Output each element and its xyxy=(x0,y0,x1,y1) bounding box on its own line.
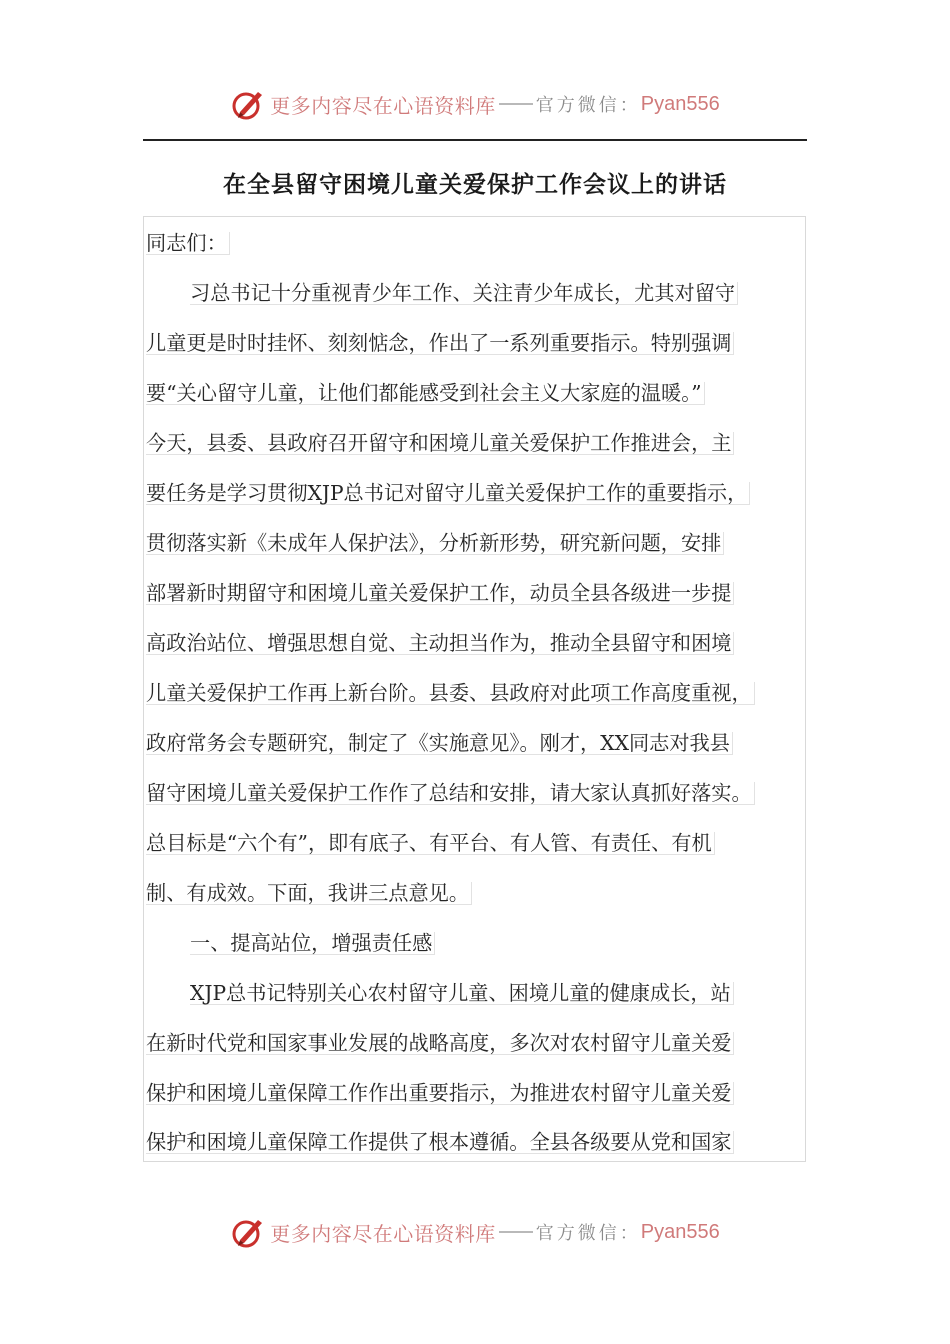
banner-dash xyxy=(499,103,533,105)
text-line-1: 同志们： xyxy=(146,232,230,255)
banner-wechat-id: Pyan556 xyxy=(640,1220,720,1243)
text-line-17: 在新时代党和国家事业发展的战略高度，多次对农村留守儿童关爱 xyxy=(146,1032,734,1055)
text-line-12: 留守困境儿童关爱保护工作作了总结和安排，请大家认真抓好落实。 xyxy=(146,782,755,805)
text-line-7: 贯彻落实新《未成年人保护法》，分析新形势，研究新问题，安排 xyxy=(146,532,724,555)
banner-wechat-id: Pyan556 xyxy=(640,92,720,115)
text-line-13: 总目标是“六个有”，即有底子、有平台、有人管、有责任、有机 xyxy=(146,832,715,855)
header-rule xyxy=(143,139,807,141)
text-line-16: XJP总书记特别关心农村留守儿童、困境儿童的健康成长，站 xyxy=(190,982,734,1005)
text-line-5: 今天，县委、县政府召开留守和困境儿童关爱保护工作推进会，主 xyxy=(146,432,734,455)
text-line-9: 高政治站位、增强思想自觉、主动担当作为，推动全县留守和困境 xyxy=(146,632,734,655)
text-line-18: 保护和困境儿童保障工作作出重要指示，为推进农村留守儿童关爱 xyxy=(146,1082,734,1105)
banner-sub-text: 官方微信： xyxy=(535,95,641,116)
pen-logo-icon xyxy=(230,86,266,122)
text-line-14: 制、有成效。下面，我讲三点意见。 xyxy=(146,882,472,905)
text-line-8: 部署新时期留守和困境儿童关爱保护工作，动员全县各级进一步提 xyxy=(146,582,734,605)
banner-main-text: 更多内容尽在心语资料库 xyxy=(270,1221,496,1246)
banner-dash xyxy=(499,1231,533,1233)
banner-main-text: 更多内容尽在心语资料库 xyxy=(270,93,496,118)
banner-sub-text: 官方微信： xyxy=(535,1223,641,1244)
footer-banner xyxy=(0,1210,950,1254)
pen-logo-icon xyxy=(230,1214,266,1250)
text-line-3: 儿童更是时时挂怀、刻刻惦念，作出了一系列重要指示。特别强调 xyxy=(146,332,734,355)
text-line-10: 儿童关爱保护工作再上新台阶。县委、县政府对此项工作高度重视， xyxy=(146,682,755,705)
header-banner xyxy=(0,82,950,126)
text-line-2: 习总书记十分重视青少年工作、关注青少年成长，尤其对留守 xyxy=(190,282,738,305)
text-line-11: 政府常务会专题研究，制定了《实施意见》。刚才，XX同志对我县 xyxy=(146,732,733,755)
text-line-19: 保护和困境儿童保障工作提供了根本遵循。全县各级要从党和国家 xyxy=(146,1131,734,1154)
text-line-4: 要“关心留守儿童，让他们都能感受到社会主义大家庭的温暖。” xyxy=(146,382,705,405)
section-heading-1: 一、提高站位，增强责任感 xyxy=(190,932,435,955)
text-line-6: 要任务是学习贯彻XJP总书记对留守儿童关爱保护工作的重要指示， xyxy=(146,482,750,505)
document-title: 在全县留守困境儿童关爱保护工作会议上的讲话 xyxy=(223,172,727,198)
